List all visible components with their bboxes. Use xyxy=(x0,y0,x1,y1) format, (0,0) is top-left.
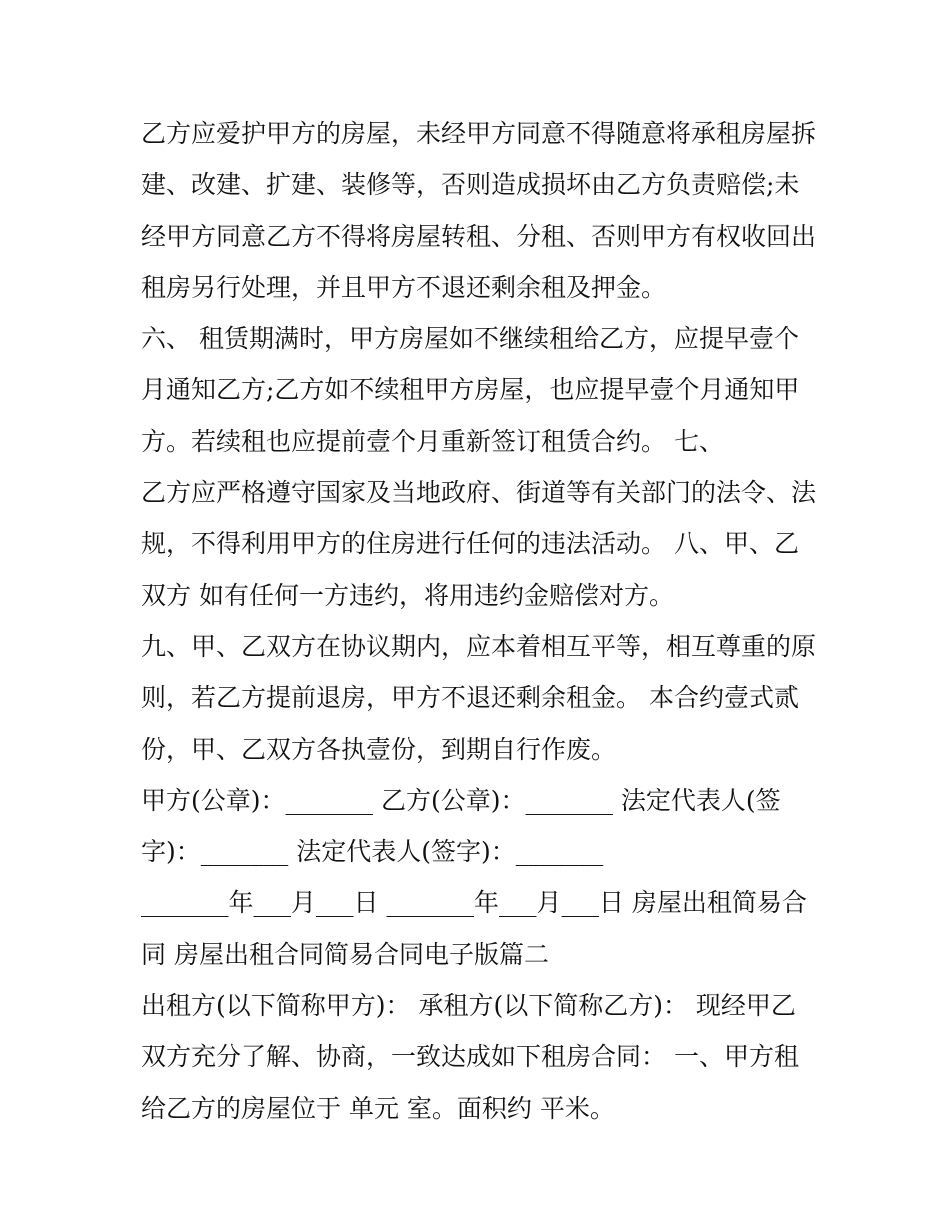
text-line-18: 出租方(以下简称甲方)： 承租方(以下简称乙方)： 现经甲乙 xyxy=(141,991,796,1021)
text-line-3: 经甲方同意乙方不得将房屋转租、分租、否则甲方有权收回出 xyxy=(141,221,817,251)
text-line-8: 乙方应严格遵守国家及当地政府、街道等有关部门的法令、法 xyxy=(141,478,817,508)
text-line-13: 份，甲、乙双方各执壹份，到期自行作废。 xyxy=(141,734,617,764)
text-line-6: 月通知乙方;乙方如不续租甲方房屋，也应提早壹个月通知甲 xyxy=(141,375,800,405)
text-line-19: 双方充分了解、协商，一致达成如下租房合同： 一、甲方租 xyxy=(141,1042,799,1072)
text-line-20: 给乙方的房屋位于 单元 室。面积约 平米。 xyxy=(141,1093,615,1123)
text-line-5: 六、 租赁期满时，甲方房屋如不继续租给乙方，应提早壹个 xyxy=(141,324,799,354)
text-line-12: 则，若乙方提前退房，甲方不退还剩余租金。 本合约壹式贰 xyxy=(141,683,799,713)
text-line-7: 方。若续租也应提前壹个月重新签订租赁合约。 七、 xyxy=(141,426,724,456)
contract-text xyxy=(141,108,821,1134)
text-line-15: 字)：_______ 法定代表人(签字)：_______ xyxy=(141,837,604,867)
text-line-17: 同 房屋出租合同简易合同电子版篇二 xyxy=(141,939,549,969)
text-line-10: 双方 如有任何一方违约，将用违约金赔偿对方。 xyxy=(141,580,674,610)
text-line-14: 甲方(公章)：_______ 乙方(公章)：_______ 法定代表人(签 xyxy=(141,785,781,815)
text-line-16: _______年___月___日 _______年___月___日 房屋出租简易合 xyxy=(141,888,807,918)
text-line-2: 建、改建、扩建、装修等，否则造成损坏由乙方负责赔偿;未 xyxy=(141,170,800,200)
text-line-1: 乙方应爱护甲方的房屋，未经甲方同意不得随意将承租房屋拆 xyxy=(141,119,817,148)
text-line-11: 九、甲、乙双方在协议期内，应本着相互平等，相互尊重的原 xyxy=(141,631,817,661)
text-line-4: 租房另行处理，并且甲方不退还剩余租及押金。 xyxy=(141,272,667,302)
text-line-9: 规，不得利用甲方的住房进行任何的违法活动。 八、甲、乙 xyxy=(141,529,799,559)
